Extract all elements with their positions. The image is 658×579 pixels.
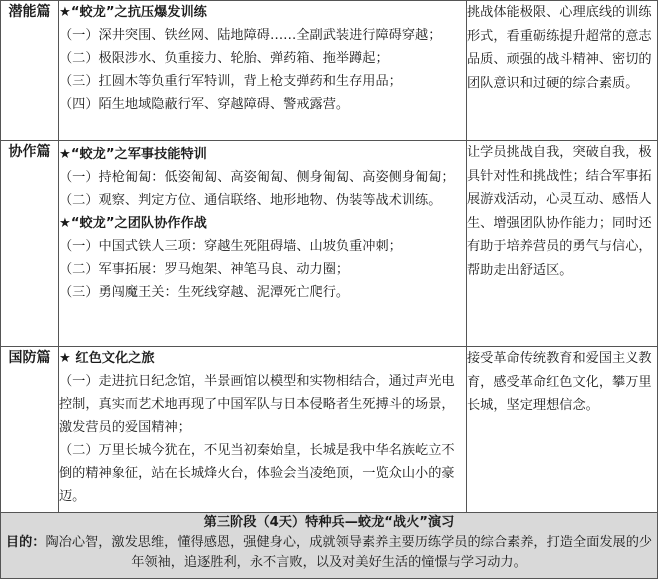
row-label: 协作篇 xyxy=(1,141,59,347)
goal-text xyxy=(467,347,658,513)
goal-paragraph: 挑战体能极限、心理底线的训练形式，看重砺练提升超常的意志品质、顽强的战斗精神、密切的团队意识和过硬的综合素质。 xyxy=(467,5,652,91)
goal-body: 陶冶心智，激发思维，懂得感恩，强健身心，成就领导素养主要历练学员的综合素养，打造全面发展的少年领袖，追逐胜利，永不言败，以及对美好生活的憧憬与学习动力。 xyxy=(45,535,653,570)
list-item: （二）万里长城今犹在，不见当初秦始皇，长城是我中华名族屹立不倒的精神象征，站在长城烽火台，体验会当凌绝顶，一览众山小的豪迈。 xyxy=(59,443,455,504)
section-heading: ★“蛟龙”之抗压爆发训练 xyxy=(59,5,207,20)
stage-goal xyxy=(1,533,657,573)
goal-text xyxy=(467,1,658,141)
goal-paragraph: 让学员挑战自我，突破自我，极具针对性和挑战性；结合军事拓展游戏活动，心灵互动、感悟人生、增强团队协作能力；同时还有助于培养营员的勇气与信心，帮助走出舒适区。 xyxy=(467,145,652,278)
list-item: （一）持枪匍匐：低姿匍匐、高姿匍匐、侧身匍匐、高姿侧身匍匐； xyxy=(59,170,455,185)
list-item: （二）观察、判定方位、通信联络、地形地物、伪装等战术训练。 xyxy=(59,193,442,208)
list-item: （一）深井突围、铁丝网、陆地障碍……全副武装进行障碍穿越； xyxy=(59,28,442,43)
goal-label: 目的： xyxy=(5,535,46,550)
list-item: （二）极限涉水、负重接力、轮胎、弹药箱、拖举蹲起； xyxy=(59,51,389,66)
section-heading: ★“蛟龙”之军事技能特训 xyxy=(59,147,207,162)
table-row-defense xyxy=(1,347,658,513)
goal-paragraph: 接受革命传统教育和爱国主义教育，感受革命红色文化，攀万里长城，坚定理想信念。 xyxy=(467,351,652,413)
training-content xyxy=(59,1,467,141)
row-label: 潜能篇 xyxy=(1,1,59,141)
list-item: （三）勇闯魔王关：生死线穿越、泥潭死亡爬行。 xyxy=(59,285,350,300)
list-item: （四）陌生地域隐蔽行军、穿越障碍、警戒露营。 xyxy=(59,97,350,112)
list-item: （一）中国式铁人三项：穿越生死阻碍墙、山坡负重冲刺； xyxy=(59,239,402,254)
row-label: 国防篇 xyxy=(1,347,59,513)
table-row-potential xyxy=(1,1,658,141)
list-item: （二）军事拓展：罗马炮架、神笔马良、动力圈； xyxy=(59,262,350,277)
stage-footer xyxy=(1,513,658,579)
section-heading: ★“蛟龙”之团队协作作战 xyxy=(59,216,207,231)
stage-title: 第三阶段（4天）特种兵—蛟龙“战火”演习 xyxy=(203,515,455,530)
training-content xyxy=(59,347,467,513)
training-content xyxy=(59,141,467,347)
stage-footer-row xyxy=(1,513,658,579)
table-row-cooperation xyxy=(1,141,658,347)
list-item: （三）扛圆木等负重行军特训，背上枪支弹药和生存用品； xyxy=(59,74,402,89)
list-item: （一）走进抗日纪念馆，半景画馆以模型和实物相结合，通过声光电控制，真实而艺术地再现了中国军队与日本侵略者生死搏斗的场景，激发营员的爱国精神； xyxy=(59,374,455,435)
goal-text xyxy=(467,141,658,347)
section-heading: ★ 红色文化之旅 xyxy=(59,351,155,366)
